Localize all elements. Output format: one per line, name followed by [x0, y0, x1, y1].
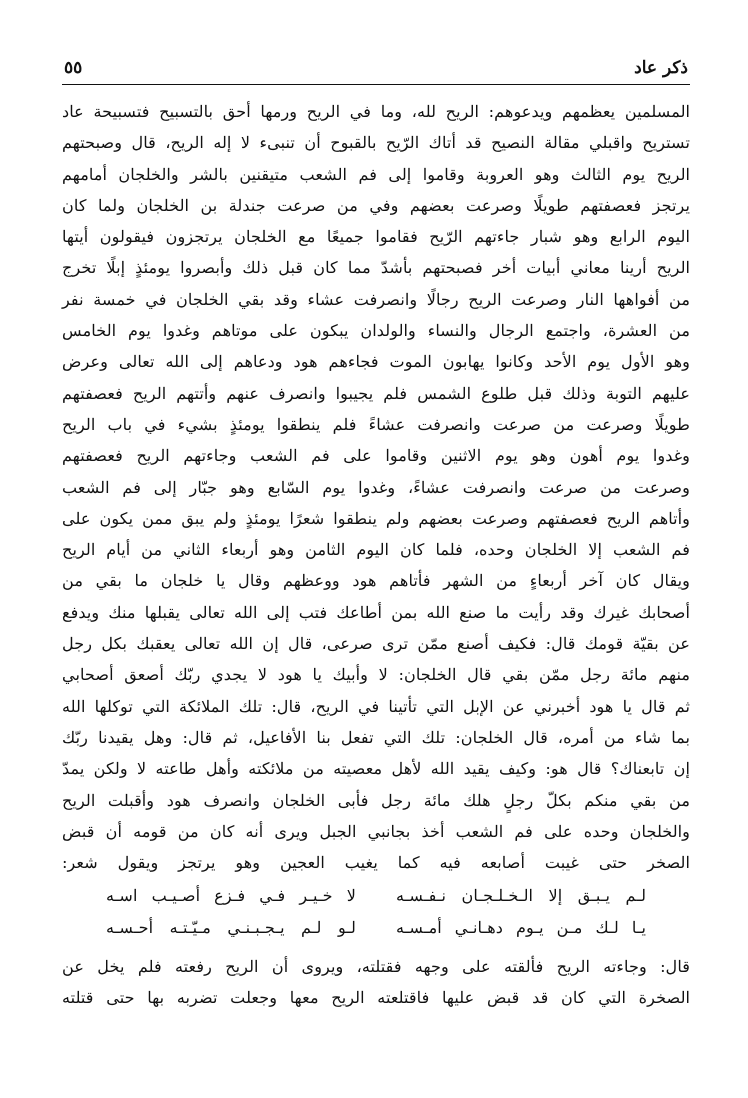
first-hemistich: لـم يـبـق إلا الـخـلـجـان نـفـسـه	[396, 886, 646, 906]
text-line: بما شاء من أمره، قال الخلجان: تلك التي تفعل بنا الأفاعيل، ثم قال: وهل يقيدنا ربّك	[62, 727, 690, 747]
text-line: تستريح واقبلي مقالة النصيح قد أتاك الرّيح بالقبوح أن تنبىء لا إله الريح، قال وصبحتهم	[62, 133, 690, 153]
text-line: الريح يوم الثالث وهو العروبة وقاموا إلى فم الشعب متيقنين بالشر والخلجان أمامهم	[62, 164, 690, 184]
text-line: عن بقيّة قومك قال: فكيف أصنع ممّن ترى صرعى، قال إن الله تعالى يعقبك بكل رجل	[62, 634, 690, 654]
poem-verse	[106, 880, 646, 911]
closing-paragraph	[62, 951, 690, 1014]
first-hemistich: يـا لـك مـن يـوم دهـانـي أمـسـه	[396, 917, 646, 937]
running-header	[62, 56, 690, 85]
page-number: ٥٥	[64, 58, 83, 78]
text-line: من العشرة، واجتمع الرجال والنساء والولدان يبكون على موتاهم وغدوا يوم الخامس	[62, 321, 690, 341]
chapter-title: ذكر عاد	[634, 58, 688, 78]
poem-verses	[106, 880, 646, 943]
text-line: والخلجان وحده على فم الشعب أخذ بجانبي الجبل ويرى أنه كان من قومه أن قبض	[62, 821, 690, 841]
text-line: وغدوا يوم أهون وهو يوم الاثنين وقاموا على فم الشعب وجاءتهم الريح فعصفتهم	[62, 446, 690, 466]
text-line: وهو الأول يوم الأحد وكانوا يهابون الموت فجاءهم هود ودعاهم إلى الله تعالى وعرض	[62, 352, 690, 372]
book-page	[62, 56, 690, 1078]
text-line: اليوم الرابع وهو شبار جاءتهم الرّيح فقاموا جميعًا مع الخلجان يرتجزون فيقولون أيتها	[62, 227, 690, 247]
text-line: قال: وجاءته الريح فألقته على وجهه فقتلته، ويروى أن الريح رفعته فلم يخل عن	[62, 957, 690, 977]
text-line: ثم قال يا هود أخبرني عن الإبل التي تأتينا في الريح، قال: تلك الملائكة التي توكلها الله	[62, 696, 690, 716]
text-line: الريح أرينا معاني أبيات أخر فصبحتهم بأشدّ مما كان قبل ذلك وأبصروا يومئذٍ إبلًا تخرج	[62, 258, 690, 278]
second-hemistich: لا خـيـر فـي فـزع أصـيـب اسـه	[106, 886, 356, 906]
text-line: الصخر حتى غيبت أصابعه فيه كما يغيب العجين وهو يرتجز ويقول شعر:	[62, 853, 690, 873]
text-line: فم الشعب إلا الخلجان وحده، فلما كان اليوم الثامن وهو أربعاء الثاني من أيام الريح	[62, 540, 690, 560]
text-line: وأتاهم الريح فعصفتهم وصرعت بعضهم ولم ينطقوا شعرًا يومئذٍ ولم يبق ممن يكون على	[62, 508, 690, 528]
main-paragraph	[62, 96, 690, 878]
text-line: من بقي منكم بكلّ رجلٍ هلك مائة رجل فأبى الخلجان وانصرف هود وأقبلت الريح	[62, 790, 690, 810]
text-line: طويلًا وصرعت من صرعت وانصرفت عشاءً فلم ينطقوا يومئذٍ بشيء في باب الريح	[62, 414, 690, 434]
text-line: من أفواهها النار وصرعت الريح رجالًا وانصرفت عشاء وقد بقي الخلجان في خمسة نفر	[62, 289, 690, 309]
text-line: الصخرة التي كان قد قبض عليها فاقتلعته الريح معها وجعلت تضربه بها حتى قتلته	[62, 988, 690, 1008]
poem-verse	[106, 912, 646, 943]
text-line: أصحابك غيرك وقد رأيت ما صنع الله بمن أطاعك فتب إلى الله تعالى يقبلها منك ويدفع	[62, 602, 690, 622]
text-line: منهم مائة رجل ممّن بقي قال الخلجان: لا وأبيك يا هود لا يجدي ربّك أصعق أصحابي	[62, 665, 690, 685]
text-line: يرتجز فعصفتهم طويلًا وصرعت بعضهم وفي من صرعت جندلة بن الخلجان ولما كان	[62, 195, 690, 215]
text-line: وصرعت من صرعت وانصرفت عشاءً، وغدوا يوم السّابع وهو جبّار إلى فم الشعب	[62, 477, 690, 497]
text-line: ويقال كان آخر أربعاءٍ من الشهر فأتاهم هود ووعظهم وقال يا خلجان ما بقي من	[62, 571, 690, 591]
second-hemistich: لـو لـم يـجـبـنـي مـيّـتـه أحـسـه	[106, 917, 356, 937]
text-line: إن تابعناك؟ قال هو: وكيف يقيد الله لأهل معصيته من ملائكته وأهل طاعته لا ولكن يمدّ	[62, 759, 690, 779]
text-line: عليهم التوبة وذلك قبل طلوع الشمس فلم يجيبوا وانصرف عنهم وأتتهم الريح فعصفتهم	[62, 383, 690, 403]
text-line: المسلمين يعظمهم ويدعوهم: الريح لله، وما في الريح ورمها أحق بالتسبيح فتسبيحة عاد	[62, 102, 690, 121]
